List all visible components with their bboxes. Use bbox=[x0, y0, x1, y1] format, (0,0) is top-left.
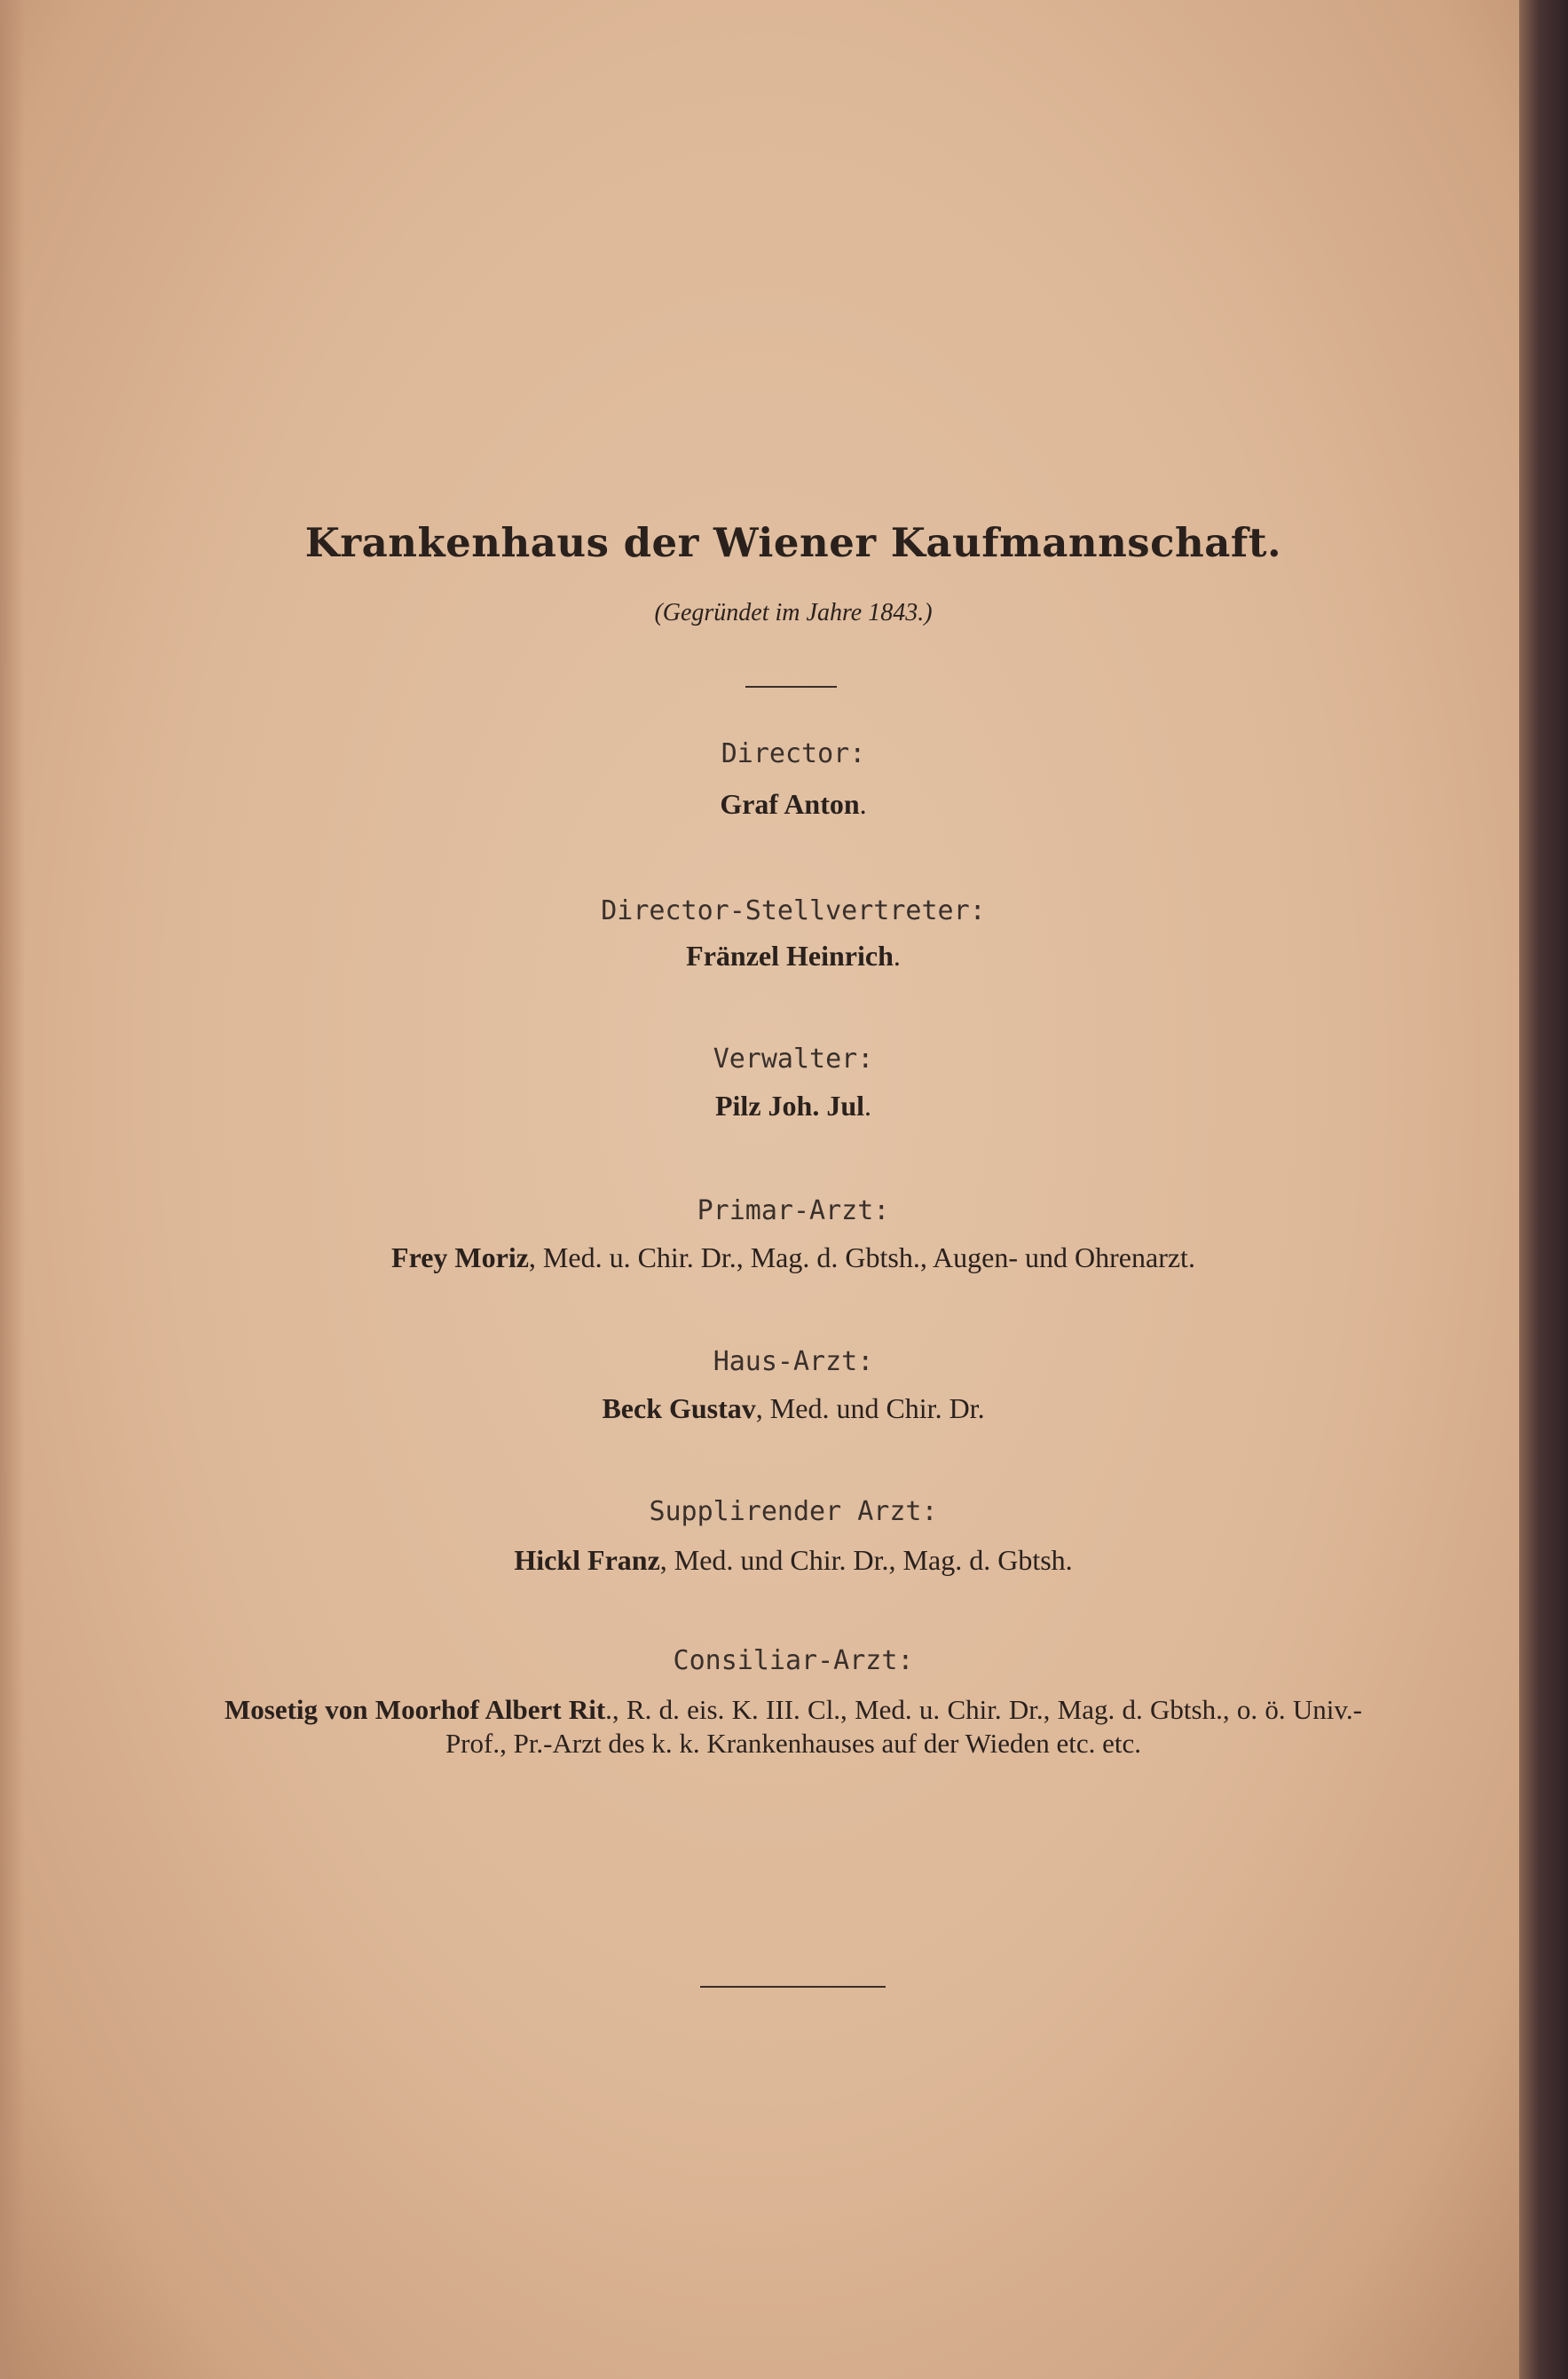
role-label: Consiliar-Arzt: bbox=[673, 1645, 914, 1676]
person-details: , Med. und Chir. Dr., Mag. d. Gbtsh. bbox=[659, 1544, 1073, 1576]
person-entry bbox=[225, 1241, 1362, 1274]
page-edge-shadow bbox=[0, 0, 25, 2379]
person-entry bbox=[225, 788, 1362, 821]
role-label: Verwalter: bbox=[713, 1044, 874, 1075]
person-details: , Med. u. Chir. Dr., Mag. d. Gbtsh., Augen- und Ohrenarzt. bbox=[528, 1241, 1195, 1273]
divider-bottom bbox=[700, 1986, 886, 1988]
role-label: Haus-Arzt: bbox=[713, 1346, 874, 1377]
person-name: Beck Gustav bbox=[602, 1392, 756, 1424]
person-name: Mosetig von Moorhof Albert Rit bbox=[225, 1694, 606, 1725]
person-details: . bbox=[893, 940, 901, 972]
person-name: Pilz Joh. Jul bbox=[714, 1090, 864, 1122]
person-name: Fränzel Heinrich bbox=[686, 940, 894, 972]
person-name: Frey Moriz bbox=[391, 1241, 529, 1273]
role-label: Director-Stellvertreter: bbox=[601, 895, 986, 926]
person-entry bbox=[225, 1693, 1362, 1761]
person-entry bbox=[225, 1090, 1362, 1123]
person-details: . bbox=[859, 788, 867, 820]
person-details: . bbox=[864, 1090, 871, 1122]
role-label: Primar-Arzt: bbox=[697, 1195, 890, 1226]
person-name: Hickl Franz bbox=[514, 1544, 660, 1576]
role-label: Supplirender Arzt: bbox=[649, 1496, 938, 1527]
person-entry bbox=[225, 940, 1362, 973]
book-binding-edge bbox=[1519, 0, 1568, 2379]
divider-top bbox=[745, 686, 837, 688]
person-name: Graf Anton bbox=[720, 788, 860, 820]
person-details: ., R. d. eis. K. III. Cl., Med. u. Chir. Dr., Mag. d. Gbtsh., o. ö. Univ.-Prof., Pr.-Arzt des k. k. Krankenhauses auf der Wieden etc. etc. bbox=[445, 1694, 1362, 1759]
person-entry bbox=[225, 1392, 1362, 1425]
person-entry bbox=[225, 1544, 1362, 1577]
person-details: , Med. und Chir. Dr. bbox=[755, 1392, 985, 1424]
role-label: Director: bbox=[721, 738, 866, 769]
page-subtitle: (Gegründet im Jahre 1843.) bbox=[654, 599, 933, 626]
page-title: Krankenhaus der Wiener Kaufmannschaft. bbox=[304, 519, 1282, 566]
